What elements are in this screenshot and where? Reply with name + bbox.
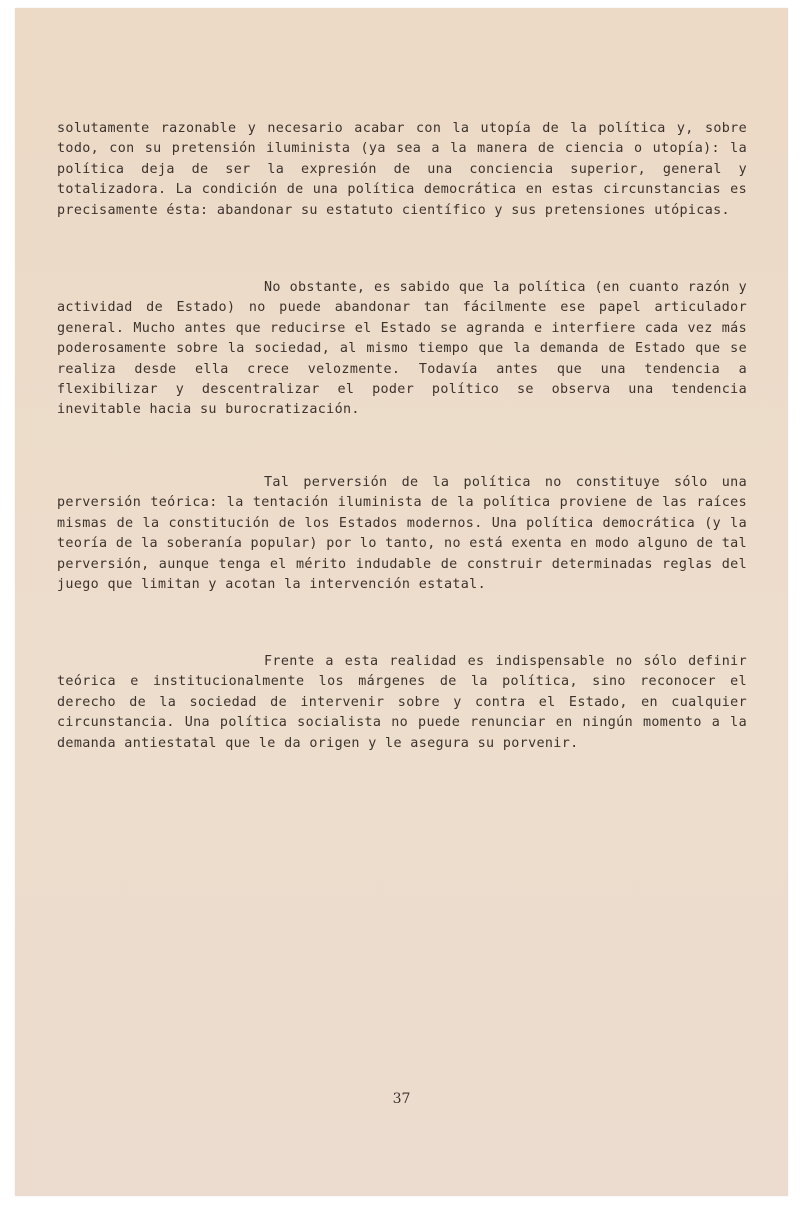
paragraph-1 xyxy=(57,119,747,221)
paragraph-2 xyxy=(57,278,747,421)
paragraph-4-text: Frente a esta realidad es indispensable no sólo definir teórica e institucionalmente los márgenes de la política, sino reconocer el derecho de la sociedad de intervenir sobre y contra el Estado, en cualquier circunstancia. Una política socialista no puede renunciar en ningún momento a la demanda antiestatal que le da origen y le asegura su porvenir. xyxy=(57,654,747,751)
paragraph-2-text: No obstante, es sabido que la política (en cuanto razón y actividad de Estado) no puede abandonar tan fácilmente ese papel articulador general. Mucho antes que reducirse el Estado se agranda e interfiere cada vez más poderosamente sobre la sociedad, al mismo tiempo que la demanda de Estado que se realiza desde ella crece velozmente. Todavía antes que una tendencia a flexibilizar y descentralizar el poder político se observa una tendencia inevitable hacia su burocratización. xyxy=(57,280,747,418)
document-page xyxy=(15,8,788,1196)
page-number: 37 xyxy=(392,1091,411,1107)
paragraph-3 xyxy=(57,473,747,595)
paragraph-3-text: Tal perversión de la política no constituye sólo una perversión teórica: la tentación iluminista de la política proviene de las raíces mismas de la constitución de los Estados modernos. Una política democrática (y la teoría de la soberanía popular) por lo tanto, no está exenta en modo alguno de tal perversión, aunque tenga el mérito indudable de construir determinadas reglas del juego que limitan y acotan la intervención estatal. xyxy=(57,475,747,593)
paragraph-1-text: solutamente razonable y necesario acabar con la utopía de la política y, sobre todo, con su pretensión iluminista (ya sea a la manera de ciencia o utopía): la política deja de ser la expresión de una conciencia superior, general y totalizadora. La condición de una política democrática en estas circunstancias es precisamente ésta: abandonar su estatuto científico y sus pretensiones utópicas. xyxy=(57,121,747,218)
paragraph-4 xyxy=(57,652,747,754)
